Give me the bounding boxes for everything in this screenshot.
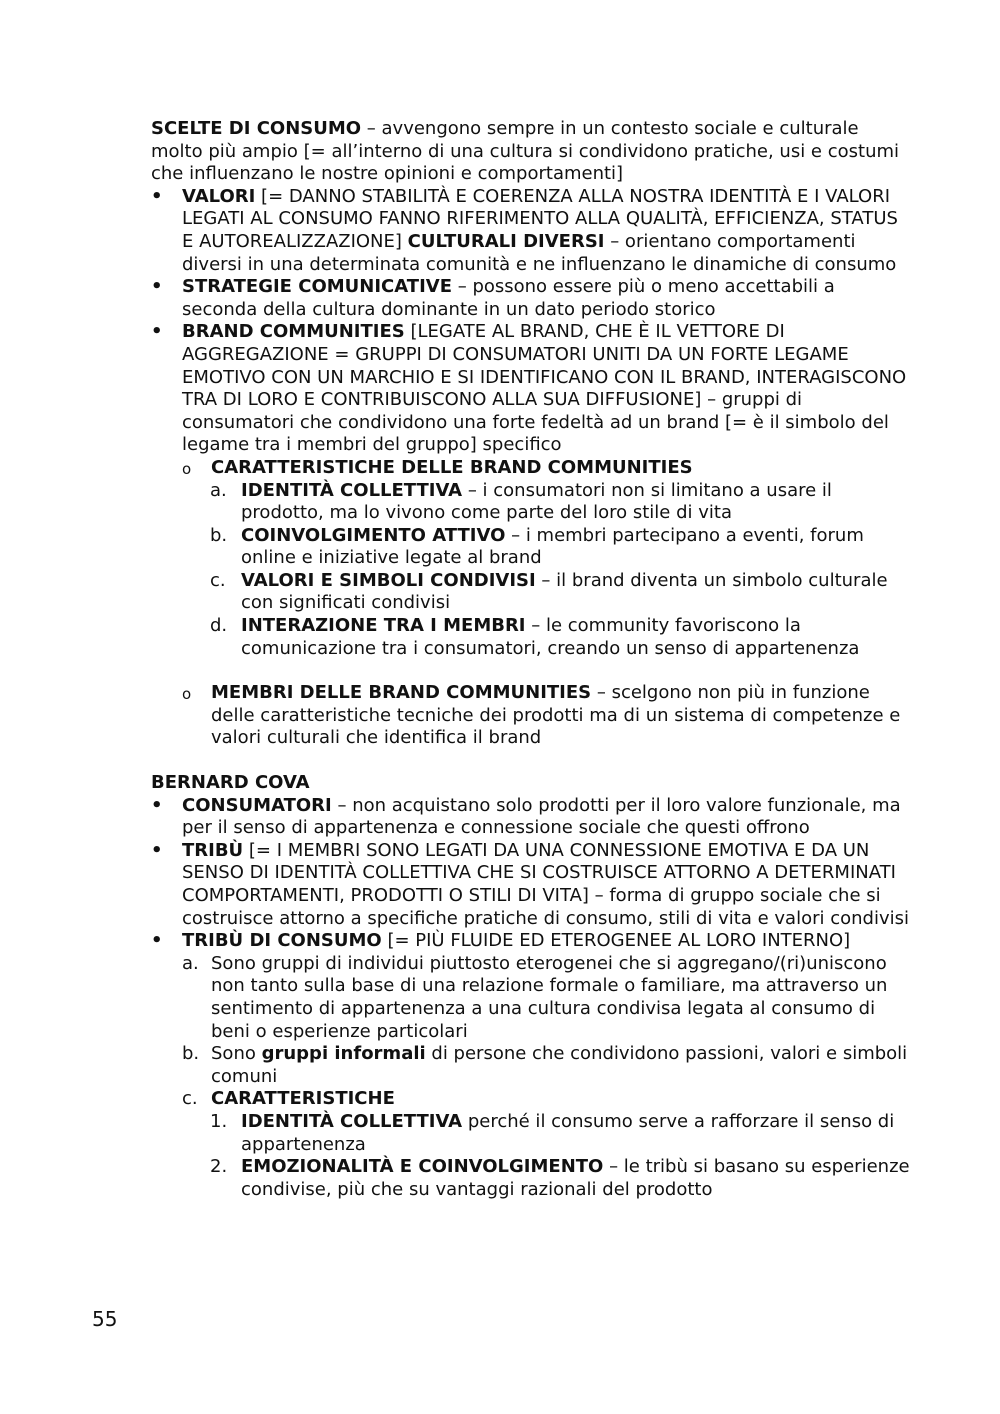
list-marker: 2. <box>210 1156 228 1178</box>
bullet-strategie <box>151 276 911 321</box>
page-number: 55 <box>92 1307 118 1331</box>
item-text: Sono gruppi di individui piuttosto eterogenei che si aggregano/(ri)uniscono non tanto sulla base di una relazione formale o familiare, ma attraverso un sentimento di appartenenza a una cultura condivisa legata al consumo di beni o esperienze particolari <box>211 952 888 1042</box>
bold-term: gruppi informali <box>261 1043 426 1065</box>
bullet-text: [= PIÙ FLUIDE ED ETEROGENEE AL LORO INTERNO] <box>381 930 851 952</box>
circle-marker: o <box>182 685 192 704</box>
intro-paragraph <box>151 118 911 186</box>
bullet-text: [= I MEMBRI SONO LEGATI DA UNA CONNESSIONE EMOTIVA E DA UN SENSO DI IDENTITÀ COLLETTIVA CHE SI COSTRUISCE ATTORNO A DETERMINATI COMPORTAMENTI, PRODOTTI O STILI DI VITA] – forma di gruppo sociale che si costruisce attorno a specifiche pratiche di consumo, stili di vita e valori condivisi <box>182 839 909 929</box>
lettered-item-c <box>151 570 911 615</box>
bullet-text: [LEGATE AL BRAND, CHE È IL VETTORE DI AGGREGAZIONE = GRUPPI DI CONSUMATORI UNITI DA UN FORTE LEGAME EMOTIVO CON UN MARCHIO E SI IDENTIFICANO CON IL BRAND, INTERAGISCONO TRA DI LORO E CONTRIBUISCONO ALLA SUA DIFFUSIONE] – gruppi di consumatori che condividono una forte fedeltà ad un brand [= è il simbolo del legame tra i membri del gruppo] specifico <box>182 321 907 456</box>
item-text: – scelgono non più in funzione delle caratteristiche tecniche dei prodotti ma di un sistema di competenze e valori culturali che identifica il brand <box>211 682 901 749</box>
bold-term: STRATEGIE COMUNICATIVE <box>182 276 452 298</box>
bullet-consumatori <box>151 795 911 840</box>
item-text: Sono <box>211 1043 262 1065</box>
circle-marker: o <box>182 459 192 478</box>
bullet-marker: • <box>151 930 163 952</box>
numbered-item-1 <box>151 1111 911 1156</box>
section-title: BERNARD COVA <box>151 772 310 794</box>
bold-term: CONSUMATORI <box>182 794 332 816</box>
list-marker: b. <box>210 524 228 546</box>
bold-term: CARATTERISTICHE <box>211 1088 395 1110</box>
spacer <box>151 660 911 682</box>
lettered-item-b <box>151 1043 911 1088</box>
bullet-marker: • <box>151 321 163 343</box>
bold-term: IDENTITÀ COLLETTIVA <box>241 479 463 501</box>
bullet-brand-communities <box>151 321 911 457</box>
bullet-marker: • <box>151 794 163 816</box>
lettered-item-d <box>151 615 911 660</box>
bold-term: IDENTITÀ COLLETTIVA <box>241 1110 463 1132</box>
bold-term: TRIBÙ DI CONSUMO <box>182 930 382 952</box>
bullet-marker: • <box>151 276 163 298</box>
bold-term: CARATTERISTICHE DELLE BRAND COMMUNITIES <box>211 456 693 478</box>
item-text: – i membri partecipano a eventi, forum online e iniziative legate al brand <box>241 524 864 569</box>
bullet-tribu-di-consumo <box>151 930 911 953</box>
bullet-text: – orientano comportamenti diversi in una determinata comunità e ne influenzano le dinamiche di consumo <box>182 230 897 275</box>
lettered-item-a <box>151 953 911 1043</box>
bullet-tribu <box>151 840 911 930</box>
list-marker: c. <box>210 569 226 591</box>
bold-term: TRIBÙ <box>182 839 244 861</box>
item-text: di persone che condividono passioni, valori e simboli comuni <box>211 1043 908 1087</box>
intro-heading: SCELTE DI CONSUMO <box>151 118 362 139</box>
list-marker: b. <box>182 1043 200 1065</box>
item-text: – le tribù si basano su esperienze condivise, più che su vantaggi razionali del prodotto <box>241 1156 910 1200</box>
list-marker: c. <box>182 1088 198 1110</box>
bold-term: EMOZIONALITÀ E COINVOLGIMENTO <box>241 1156 604 1178</box>
lettered-item-b <box>151 525 911 570</box>
item-text: – i consumatori non si limitano a usare il prodotto, ma lo vivono come parte del loro stile di vita <box>241 479 832 524</box>
sub-item-membri <box>151 682 911 750</box>
item-text: – le community favoriscono la comunicazione tra i consumatori, creando un senso di appartenenza <box>241 615 860 659</box>
list-marker: 1. <box>210 1110 228 1132</box>
bullet-text: – non acquistano solo prodotti per il loro valore funzionale, ma per il senso di appartenenza e connessione sociale che questi offrono <box>182 794 901 839</box>
bullet-valori <box>151 186 911 276</box>
bullet-text: [= DANNO STABILITÀ E COERENZA ALLA NOSTRA IDENTITÀ E I VALORI LEGATI AL CONSUMO FANNO RIFERIMENTO ALLA QUALITÀ, EFFICIENZA, STATUS E AUTOREALIZZAZIONE] <box>182 185 898 252</box>
list-marker: a. <box>182 952 199 974</box>
bold-term: INTERAZIONE TRA I MEMBRI <box>241 615 526 637</box>
bullet-marker: • <box>151 839 163 861</box>
list-marker: a. <box>210 479 227 501</box>
list-marker: d. <box>210 615 228 637</box>
bold-term: COINVOLGIMENTO ATTIVO <box>241 524 506 546</box>
bold-term: BRAND COMMUNITIES <box>182 321 405 343</box>
bold-term: VALORI <box>182 185 256 207</box>
bullet-marker: • <box>151 185 163 207</box>
item-text: perché il consumo serve a rafforzare il senso di appartenenza <box>241 1110 895 1155</box>
page-content <box>151 118 911 1201</box>
lettered-item-a <box>151 480 911 525</box>
bold-term: VALORI E SIMBOLI CONDIVISI <box>241 569 536 591</box>
bold-term: MEMBRI DELLE BRAND COMMUNITIES <box>211 682 592 704</box>
spacer <box>151 750 911 772</box>
bullet-text: – possono essere più o meno accettabili a seconda della cultura dominante in un dato periodo storico <box>182 276 835 320</box>
numbered-item-2 <box>151 1156 911 1201</box>
item-text: – il brand diventa un simbolo culturale con significati condivisi <box>241 569 888 614</box>
lettered-item-c <box>151 1088 911 1111</box>
sub-item-caratteristiche <box>151 457 911 480</box>
bold-term: CULTURALI DIVERSI <box>407 230 605 252</box>
intro-text: – avvengono sempre in un contesto sociale e culturale molto più ampio [= all’interno di una cultura si condividono pratiche, usi e costumi che influenzano le nostre opinioni e comportamenti] <box>151 118 900 185</box>
section-heading <box>151 772 911 795</box>
